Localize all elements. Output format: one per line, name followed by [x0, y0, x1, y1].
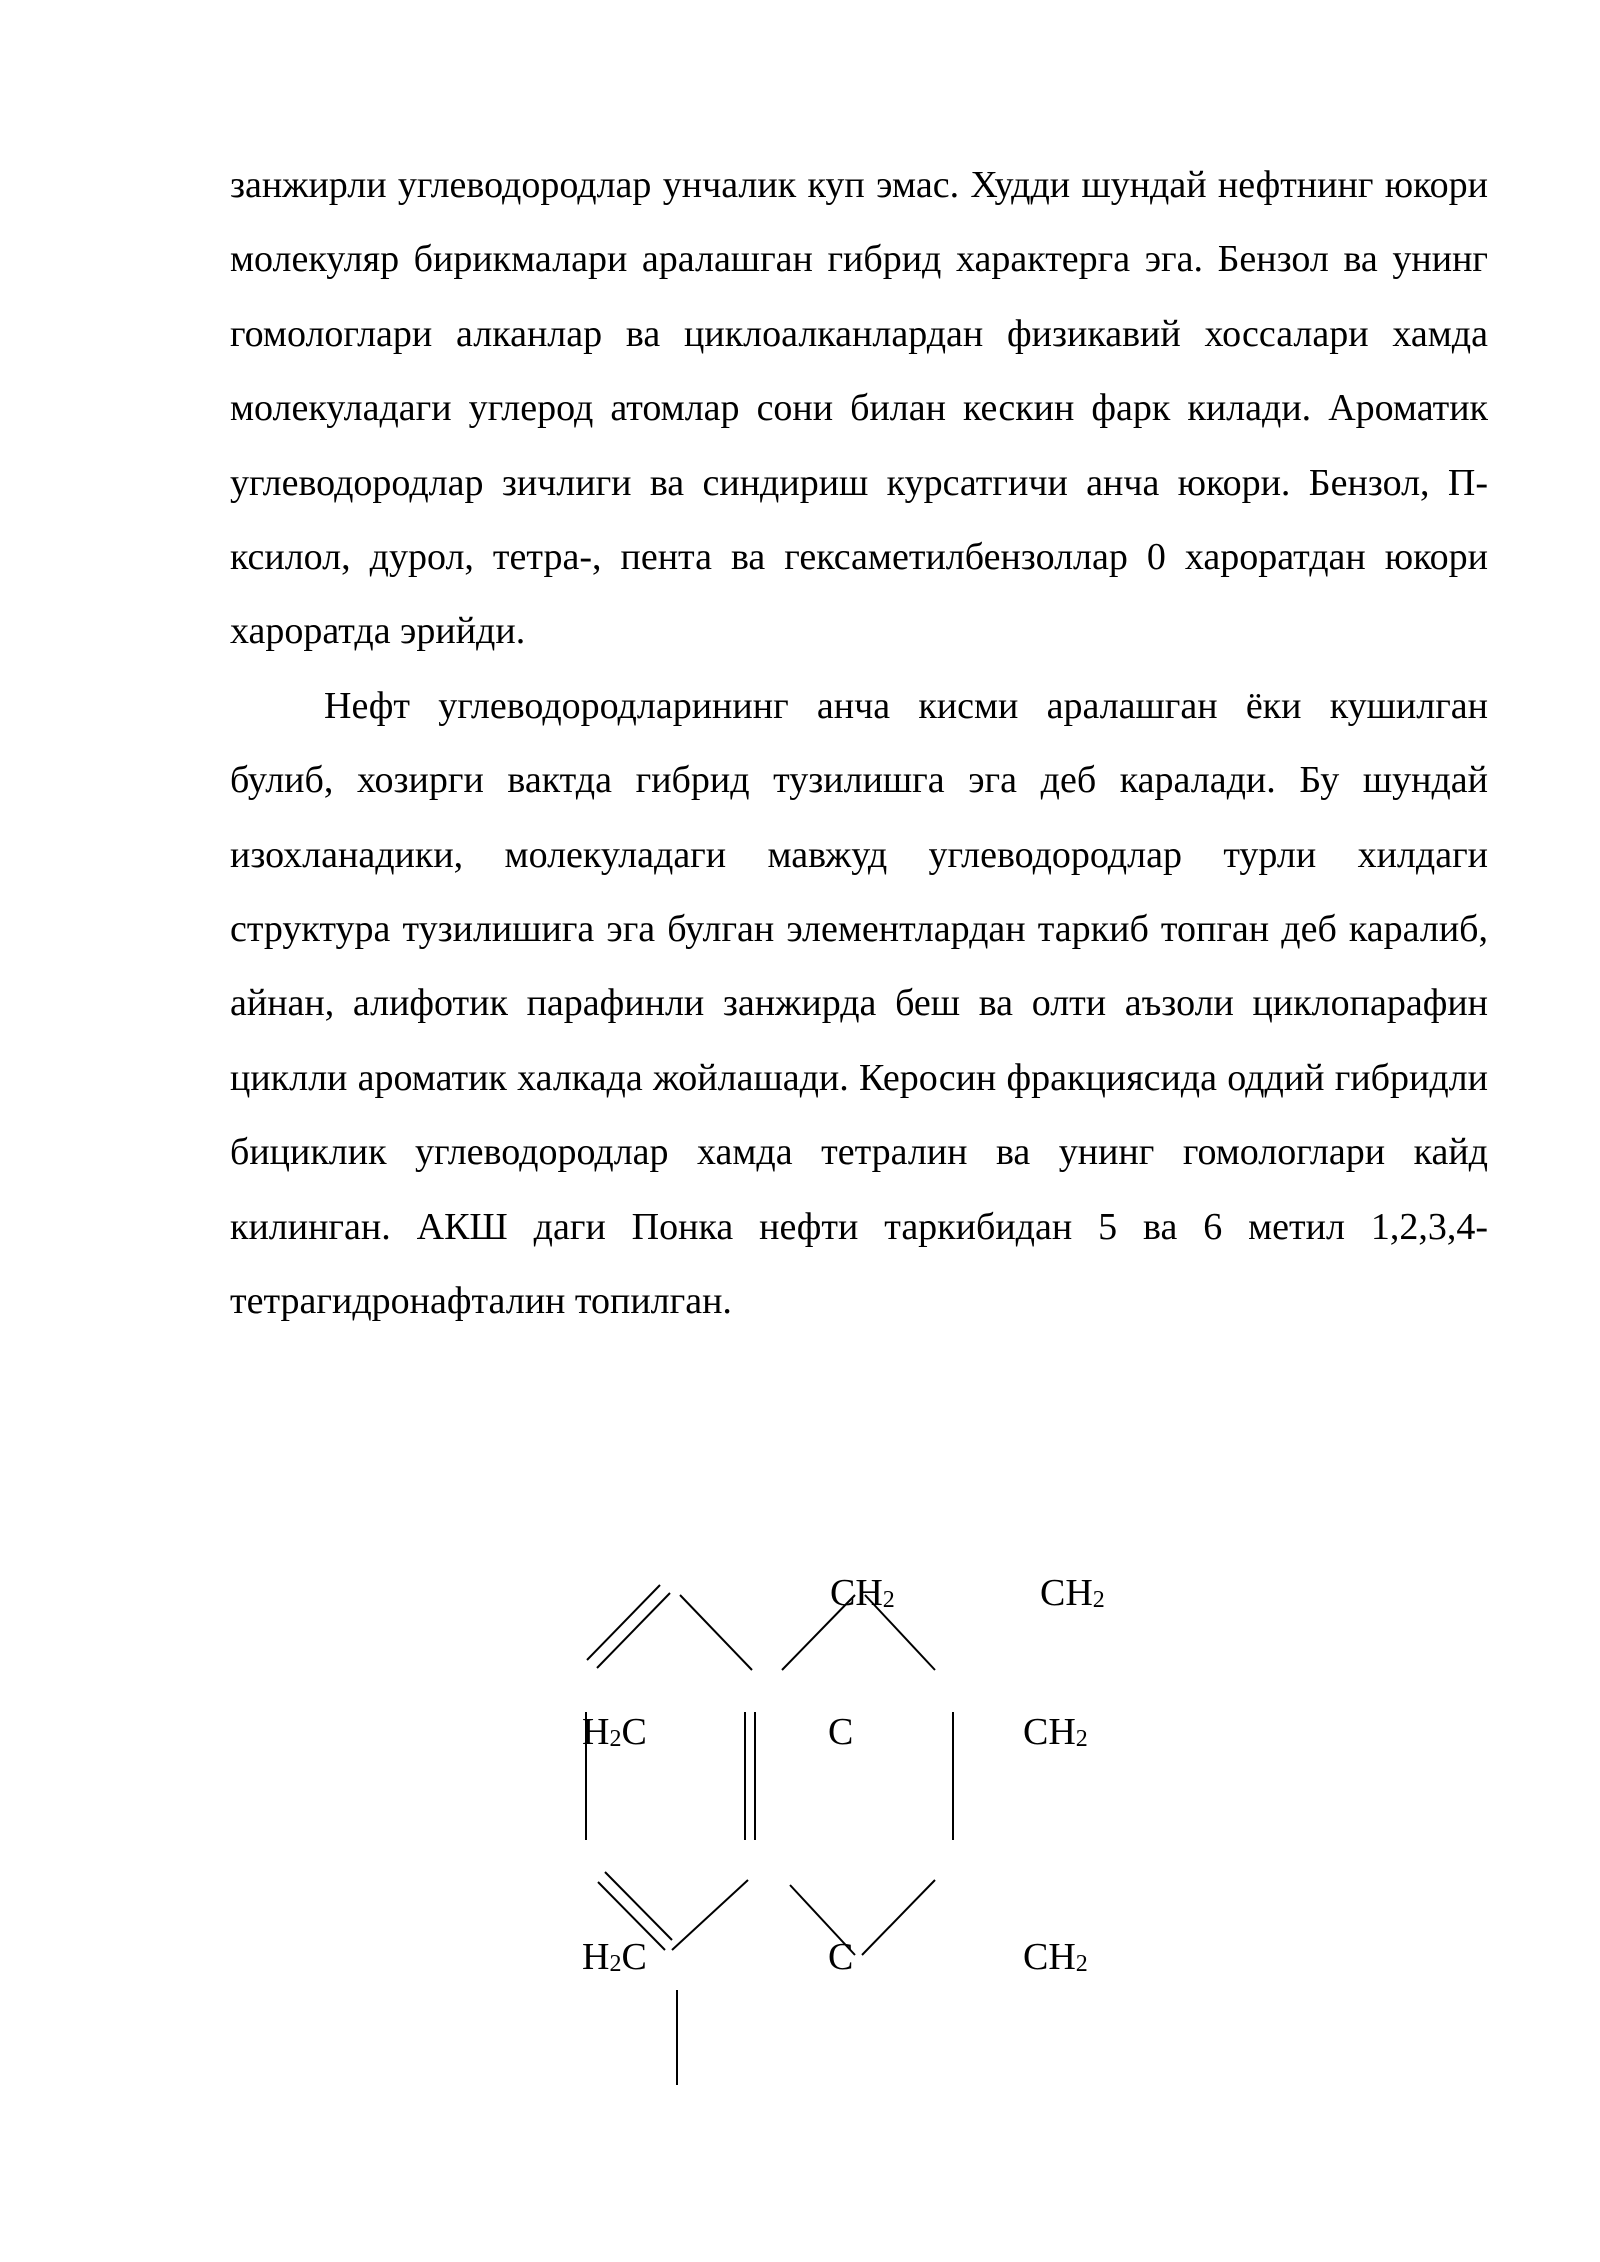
formula-label-c: C [828, 1711, 854, 1753]
paragraph-2: Нефт углеводородларининг анча кисми аралашган ёки кушилган булиб, хозирги вактда гибрид тузилишга эга деб каралади. Бу шундай изохланадики, молекуладаги мавжуд углеводородлар турли хилдаги структура тузилишига эга булган элементлардан таркиб топган деб каралиб, айнан, алифотик парафинли занжирда беш ва олти аъзоли циклопарафин циклли ароматик халкада жойлашади. Керосин фракциясида оддий гибридли бициклик углеводородлар хамда тетралин ва унинг гомологлари кайд килинган. АКШ даги Понка нефти таркибидан 5 ва 6 метил 1,2,3,4-тетрагидронафталин топилган. [230, 684, 1488, 1323]
formula-label-h2c: H2C [582, 1936, 647, 1978]
bond-line [605, 1872, 672, 1940]
formula-label-ch2: CH2 [1023, 1936, 1088, 1978]
bond-line [862, 1880, 935, 1955]
formula-label-c: C [828, 1936, 854, 1978]
formula-label-ch2: CH2 [1023, 1711, 1088, 1753]
formula-label-h2c: H2C [582, 1711, 647, 1753]
bond-line [597, 1593, 670, 1668]
bond-line [680, 1595, 752, 1670]
paragraph-1: занжирли углеводородлар унчалик куп эмас. Худди шундай нефтнинг юкори молекуляр бирикмалари аралашган гибрид характерга эга. Бензол ва унинг гомологлари алканлар ва циклоалканлардан физикавий хоссалари хамда молекуладаги углерод атомлар сони билан кескин фарк килади. Ароматик углеводородлар зичлиги ва синдириш курсатгичи анча юкори. Бензол, П-ксилол, дурол, тетра-, пента ва гексаметилбензоллар 0 хароратдан юкори хароратда эрийди. [230, 164, 1488, 653]
formula-label-ch2: CH2 [1040, 1572, 1105, 1614]
bond-line [672, 1880, 748, 1950]
formula-label-ch2: CH2 [830, 1572, 895, 1614]
bond-line [587, 1585, 660, 1660]
